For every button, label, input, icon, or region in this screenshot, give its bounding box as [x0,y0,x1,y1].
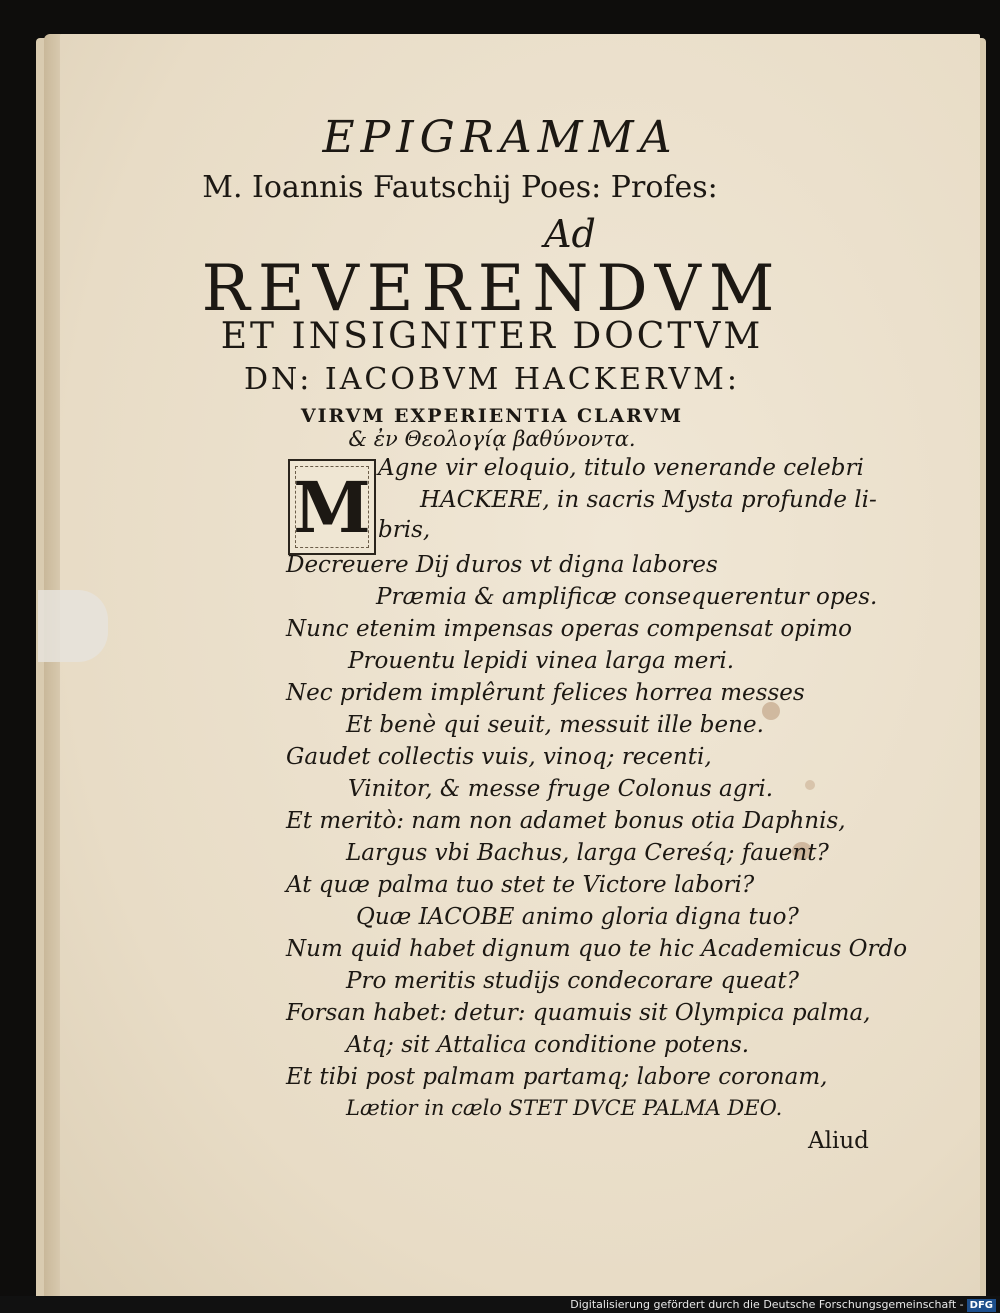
footer-text: Digitalisierung gefördert durch die Deutsche Forschungsgemeinschaft - [570,1298,964,1311]
verse-line: HACKERE, in sacris Mysta profunde li- [420,487,877,513]
digitization-footer [0,1296,1000,1313]
heading-et-insigniter: ET INSIGNITER DOCTVM [220,316,764,357]
verse-line: Vinitor, & messe fruge Colonus agri. [348,776,774,802]
verse-line: Quæ IACOBE animo gloria digna tuo? [356,904,799,930]
heading-epigramma: EPIGRAMMA [322,112,678,163]
verse-line: Et benè qui seuit, messuit ille bene. [346,712,764,738]
heading-reverendum: REVERENDVM [201,252,783,326]
verse-line: bris, [378,517,431,543]
ad-line: Ad [544,212,596,256]
verse-line: Præmia & amplificæ consequerentur opes. [376,584,878,610]
decorated-initial: M [288,459,376,555]
dfg-logo: DFG [967,1299,996,1312]
verse-line: Et tibi post palmam partamq; labore coronam, [286,1064,828,1090]
heading-virum: VIRVM EXPERIENTIA CLARVM [300,405,684,427]
verse-line: Nec pridem implêrunt felices horrea messes [286,680,805,706]
verse-line: Num quid habet dignum quo te hic Academicus Ordo [286,936,908,962]
verse-line: Decreuere Dij duros vt digna labores [286,552,718,578]
verse-line: Et meritò: nam non adamet bonus otia Daphnis, [286,808,846,834]
author-line: M. Ioannis Fautschij Poes: Profes: [202,170,718,205]
stain [805,780,815,790]
verse-line: Atq; sit Attalica conditione potens. [346,1032,750,1058]
heading-dn-iacobum: DN: IACOBVM HACKERVM: [243,362,740,397]
verse-line: Lætior in cælo STET DVCE PALMA DEO. [346,1096,783,1120]
catchword: Aliud [808,1128,869,1154]
verse-line: Prouentu lepidi vinea larga meri. [348,648,735,674]
verse-line: Pro meritis studijs condecorare queat? [346,968,799,994]
verse-line: Largus vbi Bachus, larga Cereśq; fauent? [346,840,829,866]
heading-greek: & ἐν Θεολογίᾳ βαθύνοντα. [348,427,636,451]
verse-line: Gaudet collectis vuis, vinoq; recenti, [286,744,712,770]
page-tab [38,590,108,662]
verse-line: Nunc etenim impensas operas compensat opimo [286,616,852,642]
verse-line: Agne vir eloquio, titulo venerande celebri [378,455,864,481]
verse-line: At quæ palma tuo stet te Victore labori? [286,872,755,898]
verse-line: Forsan habet: detur: quamuis sit Olympica palma, [286,1000,871,1026]
